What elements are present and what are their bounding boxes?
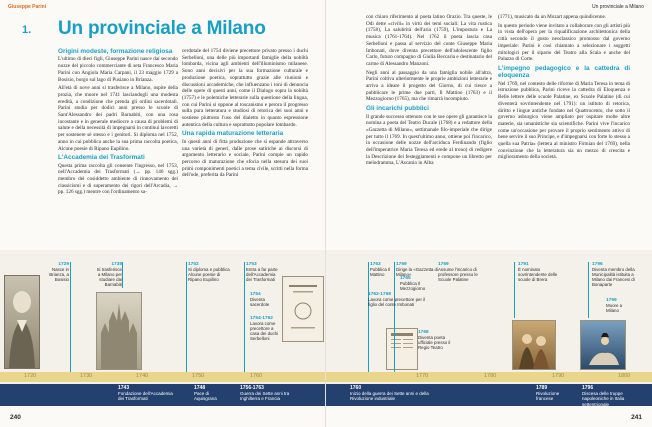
- paragraph: In questo periodo viene invitato a collaborare con gli artisti più in vista dell'opera per la riqualificazione architettonica della città secondo il gusto neoclassico promosso dal governo imperiale: Parini è così chiamato a selezionare i soggetti mitologici per il sipario del Teatro alla Scala e anche del Palazzo di Corte.: [498, 22, 630, 63]
- paragraph: L'ultimo di dieci figli, Giuseppe Parini nasce daí secondo nozze del piccolo commerciante di seta Francesco Maria Parini con Angiola Maria Carpani, il 23 maggio 1729 a Bosisio, borgo sul lago di Pusiano in Brianza.: [58, 56, 178, 83]
- napoleon-painting-image: [580, 320, 626, 370]
- timeline-event: 1738 Si trasferisce a Milano per studiare dai Barnabiti: [96, 262, 122, 288]
- timeline-tick: [70, 262, 71, 372]
- timeline-year: 1780: [484, 373, 497, 379]
- left-column-1: [58, 48, 178, 248]
- section-heading-incarichi: Gli incarichi pubblici: [366, 105, 429, 113]
- timeline-event: 1754 Diventa sacerdote: [250, 292, 270, 308]
- paragraph: Il grande successo ottenuto con le sue opere gli garantisce la nomina a poeta del Teatro Ducale (1768) e a redattore della «Gazzetta di Milano», settimanale filo-imperiale che dirige per tutto il 1769. In quest'ultimo anno, ottiene poi l'incarico, in occasione delle nozze dell'arciduca Ferdinando (figlio dell'imperatrice Maria Teresa ed erede al trono) di redigere la Descrizione dei festeggiamenti e compone un libretto per melodramma, L'Ascanio in Alba: [366, 113, 492, 167]
- timeline-event: 1768 Diventa poeta ufficiale presso il Regio Teatro: [418, 330, 451, 351]
- milan-cathedral-image: [96, 292, 142, 370]
- paragraph: cerdotale del 1754 diviene precettore privato presso i duchi Serbelloni, una delle più importanti famiglie della nobiltà lombarda, vicina agli ambienti dell'illuminismo milanese. Sono anni decisivi per la sua formazione culturale e produzione poetica, soprattutto grazie alle riunioni e discussioni accademiche, che influenzano i toni di denuncia delle opere di questi anni, come il Dialogo sopra la nobiltà (1757) e le polemiche letterarie sulla questione della lingua, con cui Parini si oppone al toscanismo e perora il progresso sulla pura letteratura e studiosi di retorica dei suoi anni e sostiene piuttosto l'uso del dialetto in quanto espressione autentica della cultura e soprattutto popolare lombardo.: [182, 48, 308, 128]
- timeline-event: 1753 Entra a far parte dell'Accademia dei Trasformati: [246, 262, 278, 283]
- right-column-2: [498, 14, 630, 248]
- page-number-right: 241: [631, 414, 642, 421]
- historical-event: 1756-1763 Guerra dei Sette anni tra Inghilterra e Francia: [240, 385, 290, 402]
- timeline-event: 1752 Si diploma e pubblica Alcune poesie di Ripano Eupilino: [188, 262, 230, 283]
- timeline-event: 1729 Nasce in Brianza, a Bosisio: [49, 262, 69, 283]
- rider-painting-icon: [581, 321, 625, 369]
- paragraph: All'età di nove anni si trasferisce a Milano, ospite della prozia, che muore nel 1741 lasciandogli una modesta eredità, a condizione che prenda gli ordini sacerdotali. Parini studia per dodici anni presso le scuole di Sant'Alessandro dei padri Barnabiti, con una rosa incostante e in generale mediocre a causa di problemi di salute e della necessità di impegnarsi in continui lavoretti per sostenere sé stesso e i genitori. Si diploma nel 1752, anno in cui pubblica anche la sua prima raccolta poetica, Alcune poesie di Ripano Eupilino.: [58, 85, 178, 152]
- parini-portrait-image: [4, 275, 40, 369]
- timeline-event: 1799 Muore a Milano: [606, 298, 623, 314]
- chapter-number: 1.: [22, 24, 32, 36]
- right-page: [326, 0, 652, 427]
- timeline-event: 1754-1762 Lavora come precettore a casa dei duchi Serbelloni: [250, 316, 279, 342]
- timeline-event: 1769 Assume l'incarico di professore presso le Scuole Palatine: [438, 262, 478, 283]
- running-head-right: Un provinciale a Milano: [592, 4, 644, 10]
- timeline-axis: [0, 372, 326, 382]
- timeline-year: 1740: [136, 373, 149, 379]
- historical-event: 1760 Inizio della guerra dei Sette anni e della Rivoluzione industriale: [350, 385, 429, 402]
- timeline-event: 1769 Dirige la «Gazzetta di Milano»: [396, 262, 438, 278]
- timeline-tick: [514, 262, 515, 318]
- historical-event: 1743 Fondazione dell'Accademia dei Trasformati: [118, 385, 173, 402]
- timeline-year: 1770: [416, 373, 429, 379]
- section-heading-impegno: L'impegno pedagogico e la cattedra di eloquenza: [498, 64, 630, 80]
- timeline-event: 1763 Pubblica Il Mattino: [370, 262, 391, 278]
- timeline-event: 1765 Pubblica Il Mezzogiorno: [400, 276, 426, 292]
- timeline-year: 1730: [80, 373, 93, 379]
- timeline-year: 1760: [250, 373, 263, 379]
- timeline-year: 1790: [552, 373, 565, 379]
- timeline-tick: [244, 262, 245, 372]
- timeline-tick: [588, 262, 589, 318]
- section-heading-accademia: L'Accademia dei Trasformati: [58, 154, 145, 162]
- timeline-event: 1791 È nominato sovrintendente delle scuole di Brera: [518, 262, 558, 283]
- timeline-tick: [122, 262, 123, 288]
- book-page-icon: [283, 277, 323, 341]
- chapter-title: Un provinciale a Milano: [58, 18, 266, 39]
- timeline-event: 1796 Diventa membro della Municipalità istituita a Milano dai Francesi di Bonaparte: [592, 262, 635, 288]
- figures-painting-icon: [513, 321, 555, 369]
- timeline-year: 1720: [24, 373, 37, 379]
- portrait-figure-icon: [5, 276, 39, 368]
- paragraph: Questa prima raccolta gli consente l'ingresso, nel 1753, nell'Accademia dei Trasformati (→ pp. 146 sgg.) membro del cosiddetto ambiente di rinnovamento dei classicismi e di superamento dei rigori dell'Arcadia, → pp. 126 sgg.) mentre con l'ordinamento sa-: [58, 162, 178, 196]
- paragraph: Nel 1769, nel contesto delle riforme di Maria Teresa in tema di istruzione pubblica, Parini riceve la cattedra di Eloquenza e Belle lettere delle scuole Palatine, ex Scuole Palatine (di cui diventerà sovrintendente nel 1791): un istituto di retorica, diritto e lingue antiche fondato nel Quattrocento, che sotto il governo asburgico viene ampliato per ospitare molte altre materie, sia umanistiche sia scientifiche. Parini vive l'incarico come un'occasione per provare il proprio sentimento attivo di bene servire il suo Principe, e d'impegnarsi con forte lo stesso a quella sua Patria» (lettera al ministro Firmian del 1769), nella convinzione che la letteratura sia un mezzo di crescita e miglioramento della società.: [498, 80, 630, 161]
- right-column-1: [366, 14, 492, 248]
- cathedral-icon: [97, 293, 141, 369]
- timeline-event: 1762-1768 Lavora come precettore per il figlio del conte Imbonati: [368, 292, 426, 308]
- section-heading-maturazione: Una rapida maturazione letteraria: [182, 130, 284, 138]
- painting-image: [512, 320, 556, 370]
- timeline-year: 1750: [192, 373, 205, 379]
- paragraph: con chiaro riferimento al poeta latino Orazio. Tra queste, le Odi dette «civili» in virtù dei temi sociali: La vita rustica (1758), La salubrità dell'aria (1759), L'impostura e La musica (1761-1764). Nel 1762 il poeta lascia casa Serbelloni e passa al servizio del conte Giuseppe Maria Imbonati, dove diventa precettore dell'adolescente figlio Carlo, futuro compagno di Giulia Beccaria e destinatario del carme di Alessandro Manzoni.: [366, 14, 492, 67]
- page-number-left: 240: [10, 414, 21, 421]
- timeline-tick: [368, 262, 369, 372]
- book-frontispiece-image: [282, 276, 324, 342]
- left-column-2: [182, 48, 308, 248]
- timeline-tick: [394, 262, 395, 372]
- historical-event: 1789 Rivoluzione francese: [536, 385, 560, 402]
- section-heading-origini: Origini modeste, formazione religiosa: [58, 48, 173, 55]
- running-head-left: Giuseppe Parini: [8, 4, 47, 10]
- paragraph: In questi anni di fitta produzione che si espande attraverso una varietà di generi, dalle prose satiriche ai discorsi di argomento letterario e sociale, Parini compie un rapido percorso di maturazione che sfocia nella stesura dei suoi primi componimenti poetici a tema civile, scritti nella forma dell'ode, preferita da Parini: [182, 138, 308, 179]
- timeline-tick: [186, 262, 187, 372]
- historical-event: 1796 Discesa delle truppe napoleoniche in Italia settentrionale: [582, 385, 625, 407]
- gazette-page-image: [386, 328, 418, 370]
- paragraph: Negli anni al passaggio da una famiglia nobile all'altra, Parini coltiva ulteriormente le proprie ambizioni letterarie e arriva a ideare il progetto del Giorno, di cui riesce a pubblicare le prime due parti, Il Mattino (1763) e il Mezzogiorno (1765), ma che rimarrà incompiuto.: [366, 69, 492, 103]
- newspaper-icon: [387, 329, 417, 369]
- timeline-year: 1800: [618, 373, 631, 379]
- paragraph: (1771), musicato da un Mozart appena quindicenne.: [498, 14, 607, 20]
- historical-event: 1748 Pace di Aquisgrana: [194, 385, 217, 402]
